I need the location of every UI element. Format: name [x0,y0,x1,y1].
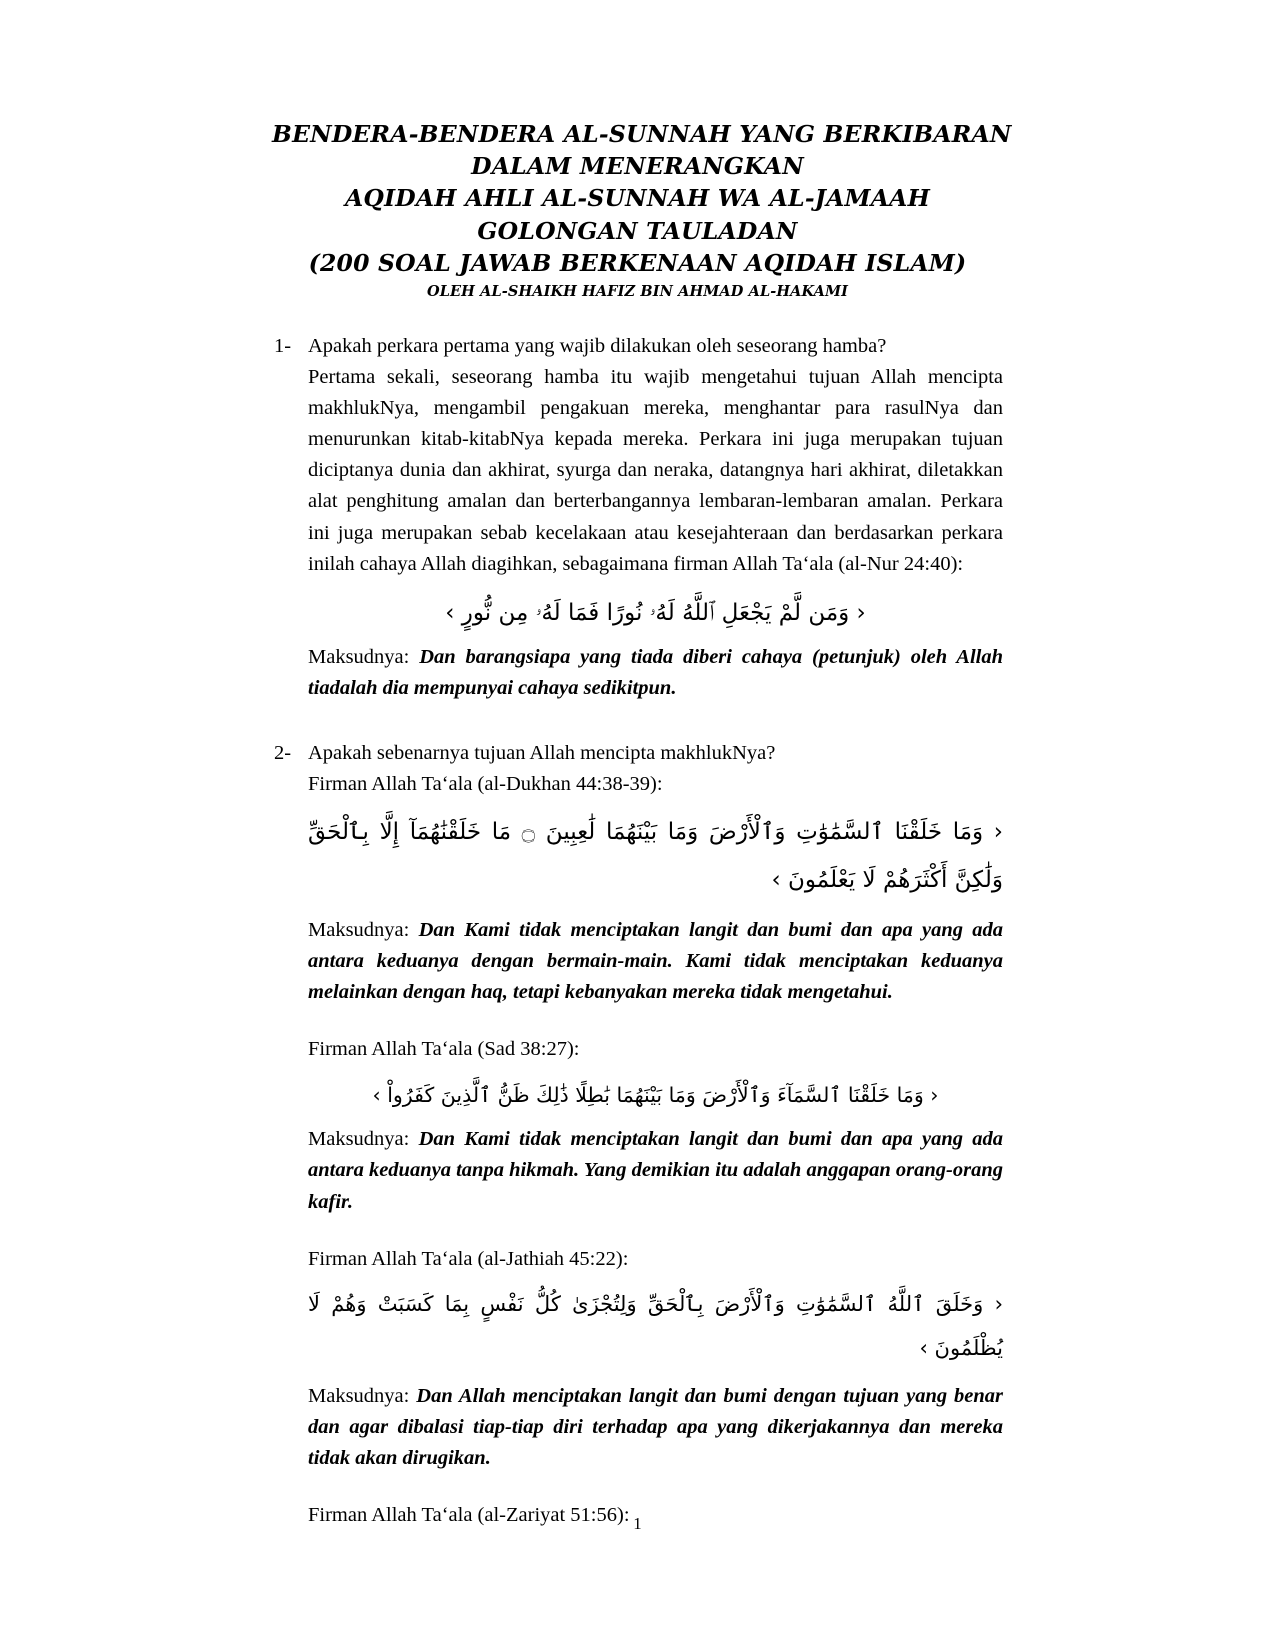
question-number-1: 1- [274,334,292,357]
qa-item-2 [272,738,1003,1531]
source-reference-jathiah: Firman Allah Taʻala (al-Jathiah 45:22): [308,1247,629,1270]
translation-label-1: Maksudnya: [308,645,420,668]
source-reference-zariyat: Firman Allah Taʻala (al-Zariyat 51:56): [308,1504,630,1527]
question-text-1: Apakah perkara pertama yang wajib dilakukan oleh seseorang hamba? [308,334,887,357]
translation-dukhan [308,915,1003,1008]
qa-body-2 [308,738,1003,1531]
page-title-line-2: DALAM MENERANGKAN [471,152,804,181]
translation-sad [308,1124,1003,1217]
question-number-2: 2- [274,742,292,765]
quran-ayah-sad-38-27: ‹ وَمَا خَلَقْنَا ٱلسَّمَآءَ وَٱلْأَرْضَ وَمَا بَيْنَهُمَا بَٰطِلًا ذَٰلِكَ ظَنُّ ٱلَّذِينَ كَفَرُواْ › [372,1083,939,1108]
translation-jathiah [308,1381,1003,1474]
author-byline: OLEH AL-SHAIKH HAFIZ BIN AHMAD AL-HAKAMI [426,282,849,300]
qa-item-1 [272,331,1003,705]
qa-body-1 [308,331,1003,705]
page-title-line-4: GOLONGAN TAULADAN [477,216,798,245]
translation-body-jathiah: Dan Allah menciptakan langit dan bumi dengan tujuan yang benar dan agar dibalasi tiap-tiap diri terhadap apa yang dikerjakannya dan mereka tidak akan dirugikan. [308,1384,1003,1470]
source-reference-dukhan: Firman Allah Taʻala (al-Dukhan 44:38-39): [308,773,663,796]
block-spacer-1 [308,1008,1003,1034]
question-text-2: Apakah sebenarnya tujuan Allah mencipta makhlukNya? [308,742,776,765]
block-spacer-2 [308,1218,1003,1244]
translation-body-sad: Dan Kami tidak menciptakan langit dan bumi dan apa yang ada antara keduanya tanpa hikmah. Yang demikian itu adalah anggapan orang-orang kafir. [308,1128,1003,1213]
translation-body-1: Dan barangsiapa yang tiada diberi cahaya (petunjuk) oleh Allah tiadalah dia mempunyai cahaya sedikitpun. [308,645,1003,700]
answer-text-1: Pertama sekali, seseorang hamba itu wajib mengetahui tujuan Allah mencipta makhlukNya, mengambil pengakuan mereka, menghantar para rasulNya dan menurunkan kitab-kitabNya kepada mereka. Perkara ini juga merupakan tujuan diciptanya dunia dan akhirat, syurga dan neraka, datangnya hari akhirat, diletakkan alat penghitung amalan dan berterbangannya lembaran-lembaran amalan. Perkara ini juga merupakan sebab kecelakaan atau kesejahteraan dan berdasarkan perkara inilah cahaya Allah diagihkan, sebagaimana firman Allah Taʻala (al-Nur 24:40): [308,365,1003,575]
translation-body-dukhan: Dan Kami tidak menciptakan langit dan bumi dan apa yang ada antara keduanya dengan bermain-main. Kami tidak menciptakan keduanya melainkan dengan haq, tetapi kebanyakan mereka tidak mengetahui. [308,918,1003,1003]
page-title-line-3: AQIDAH AHLI AL-SUNNAH WA AL-JAMAAH [344,184,931,213]
translation-label-sad: Maksudnya: [308,1128,419,1151]
translation-label-jathiah: Maksudnya: [308,1384,417,1407]
block-spacer-3 [308,1474,1003,1500]
quran-ayah-dukhan-line-1: ‹ وَمَا خَلَقْنَا ٱلسَّمَٰوَٰتِ وَٱلْأَرْضَ وَمَا بَيْنَهُمَا لَٰعِبِينَ ۝ مَا خَلَقْنَٰهُمَآ إِلَّا بِٱلْحَقِّ [308,818,1003,845]
quran-ayah-jathiah-line-1: ‹ وَخَلَقَ ٱللَّهُ ٱلسَّمَٰوَٰتِ وَٱلْأَرْضَ بِٱلْحَقِّ وَلِتُجْزَىٰ كُلُّ نَفْسٍ بِمَا كَسَبَتْ وَهُمْ لَا [308,1291,1003,1316]
quran-ayah-jathiah-line-2: يُظْلَمُونَ › [919,1335,1003,1360]
document-title-block [272,118,1012,303]
page-number: 1 [633,1514,642,1533]
quran-ayah-dukhan-line-2: وَلَٰكِنَّ أَكْثَرَهُمْ لَا يَعْلَمُونَ › [771,866,1003,893]
quran-ayah-nur-24-40: ‹ وَمَن لَّمْ يَجْعَلِ ٱللَّهُ لَهُۥ نُورًا فَمَا لَهُۥ مِن نُّورٍ › [445,599,866,626]
page-title-line-1: BENDERA-BENDERA AL-SUNNAH YANG BERKIBARAN [272,120,1012,148]
translation-1 [308,642,1003,704]
source-reference-sad: Firman Allah Taʻala (Sad 38:27): [308,1038,580,1061]
page-title-line-5: (200 SOAL JAWAB BERKENAAN AQIDAH ISLAM) [308,248,967,277]
translation-label-dukhan: Maksudnya: [308,918,419,941]
